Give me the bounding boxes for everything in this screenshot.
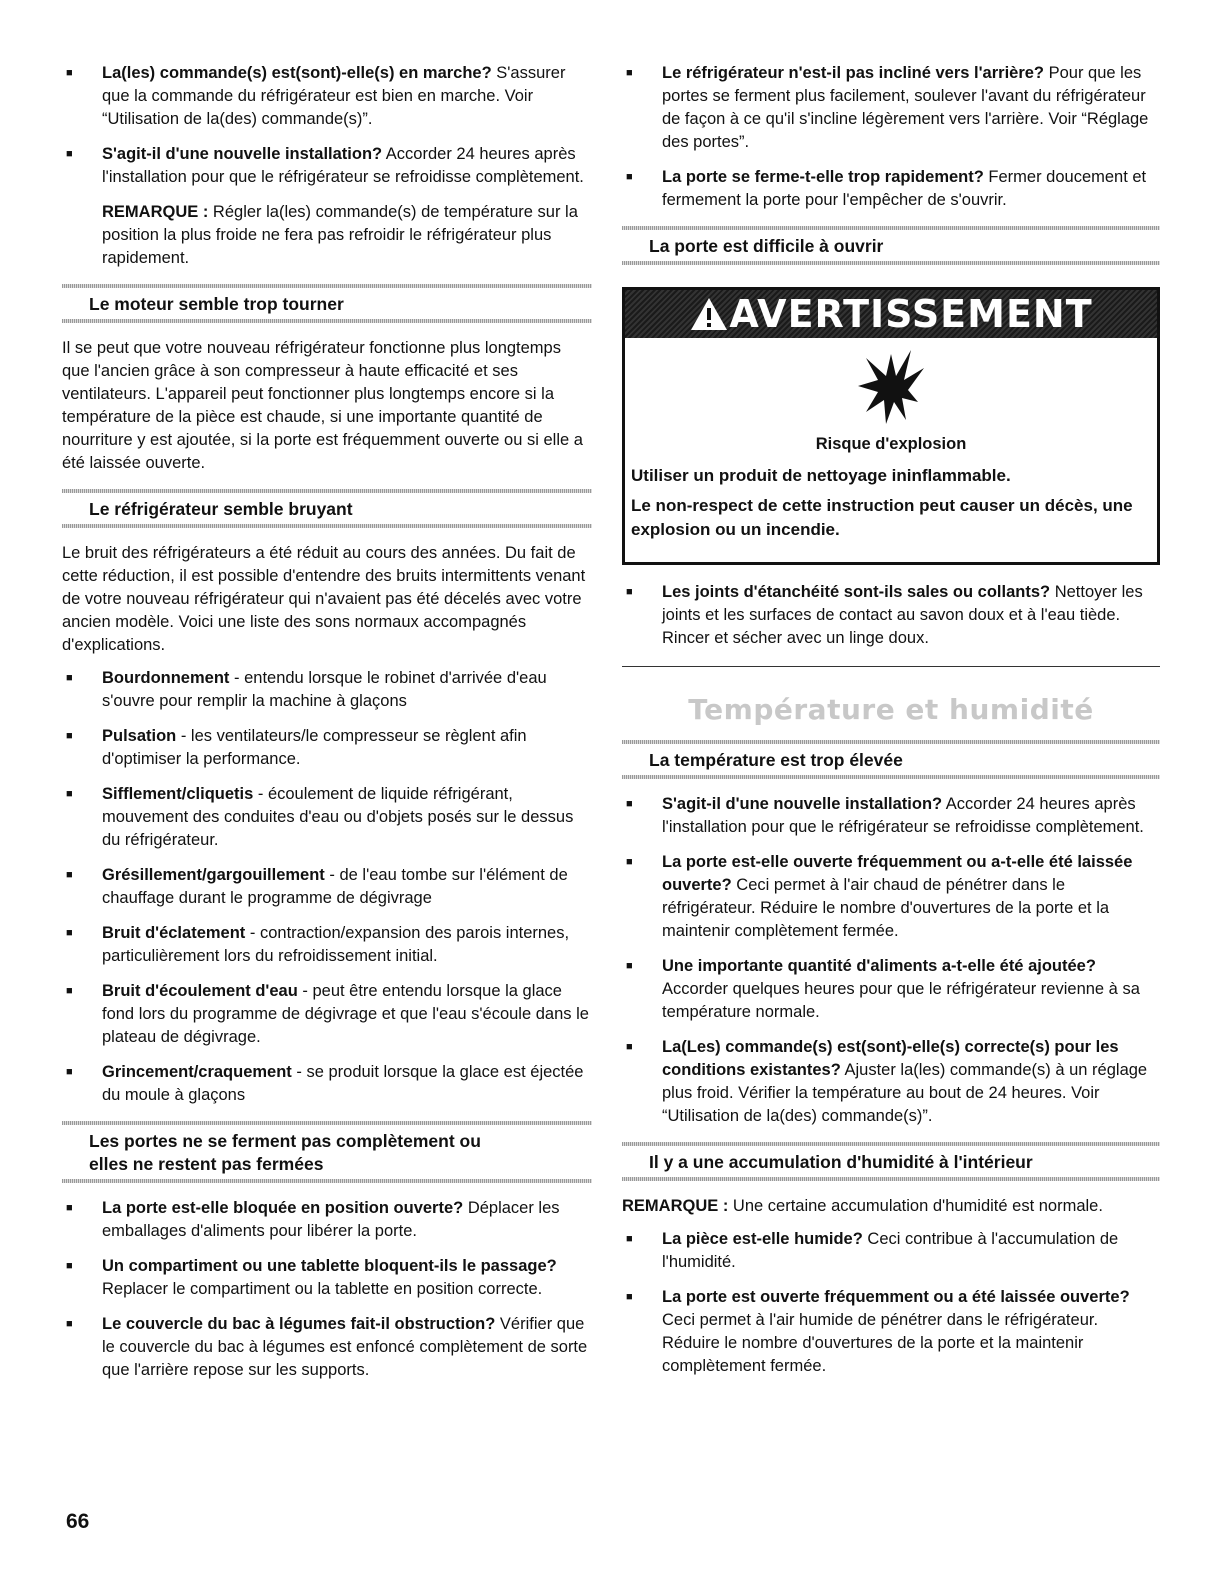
list-item: ■ Bruit d'éclatement - contraction/expansion des parois internes, particulièrement lors du refroidissement initial. xyxy=(62,922,592,968)
section-heading: Le moteur semble trop tourner xyxy=(62,284,592,323)
divider xyxy=(622,666,1160,667)
warning-line: Utiliser un produit de nettoyage ininflammable. xyxy=(631,466,1011,485)
list-item: ■ Bruit d'écoulement d'eau - peut être entendu lorsque la glace fond lors du programme de dégivrage et que l'eau s'écoule dans le plateau de dégivrage. xyxy=(62,980,592,1049)
paragraph: Il se peut que votre nouveau réfrigérateur fonctionne plus longtemps que l'ancien grâce à son compresseur à haute efficacité et ses ventilateurs. L'appareil peut fonctionner plus longtemps encore si la température de la pièce est chaude, si une importante quantité de nourriture y est ajoutée, si la porte est fréquemment ouverte ou si elle a été laissée ouverte. xyxy=(62,339,583,472)
list-item: ■ La porte est-elle bloquée en position ouverte? Déplacer les emballages d'aliments pour libérer la porte. xyxy=(62,1197,592,1243)
section-heading: Les portes ne se ferment pas complètement ou elles ne restent pas fermées xyxy=(62,1121,592,1183)
warning-risk: Risque d'explosion xyxy=(815,435,967,453)
list-item: ■ Les joints d'étanchéité sont-ils sales ou collants? Nettoyer les joints et les surfaces de contact au savon doux et à l'eau tiède. Rincer et sécher avec un linge doux. xyxy=(622,581,1160,650)
remark: REMARQUE : Régler la(les) commande(s) de température sur la position la plus froide ne fera pas refroidir le réfrigérateur plus rapidement. xyxy=(102,203,578,267)
list-item: ■ Sifflement/cliquetis - écoulement de liquide réfrigérant, mouvement des conduites d'eau ou d'objets posés sur le dessus du réfrigérateur. xyxy=(62,783,592,852)
warning-title: AVERTISSEMENT xyxy=(729,292,1093,336)
section-heading: La porte est difficile à ouvrir xyxy=(622,226,1160,265)
list-item: ■ La porte est ouverte fréquemment ou a été laissée ouverte? Ceci permet à l'air humide de pénétrer dans le réfrigérateur. Réduire le nombre d'ouvertures de la porte et la maintenir complètement fermée. xyxy=(622,1286,1160,1378)
list-item: ■ La porte se ferme-t-elle trop rapidement? Fermer doucement et fermement la porte pour l'empêcher de s'ouvrir. xyxy=(622,166,1160,212)
section-heading: Il y a une accumulation d'humidité à l'intérieur xyxy=(622,1142,1160,1181)
section-heading: La température est trop élevée xyxy=(622,740,1160,779)
list-item: ■ La porte est-elle ouverte fréquemment ou a-t-elle été laissée ouverte? Ceci permet à l'air chaud de pénétrer dans le réfrigérateur. Réduire le nombre d'ouvertures de la porte et la maintenir complètement fermée. xyxy=(622,851,1160,943)
list-item: ■ S'agit-il d'une nouvelle installation? Accorder 24 heures après l'installation pour que le réfrigérateur se refroidisse complètement. xyxy=(622,793,1160,839)
list-item: ■ Grincement/craquement - se produit lorsque la glace est éjectée du moule à glaçons xyxy=(62,1061,592,1107)
list-item: ■ S'agit-il d'une nouvelle installation? Accorder 24 heures après l'installation pour que le réfrigérateur se refroidisse complètement. xyxy=(62,143,592,189)
list-item: ■ Un compartiment ou une tablette bloquent-ils le passage? Replacer le compartiment ou la tablette en position correcte. xyxy=(62,1255,592,1301)
warning-triangle-icon xyxy=(689,296,729,332)
paragraph: Le bruit des réfrigérateurs a été réduit au cours des années. Du fait de cette réduction, il est possible d'entendre des bruits intermittents venant de votre nouveau réfrigérateur qui n'avaient pas été décelés avec votre ancien modèle. Voici une liste des sons normaux accompagnés d'explications. xyxy=(62,544,586,654)
right-column xyxy=(622,62,1160,1390)
warning-line: Le non-respect de cette instruction peut causer un décès, une explosion ou un incendie. xyxy=(631,496,1133,539)
page-number: 66 xyxy=(66,1510,90,1533)
section-heading: Le réfrigérateur semble bruyant xyxy=(62,489,592,528)
list-item: ■ Grésillement/gargouillement - de l'eau tombe sur l'élément de chauffage durant le programme de dégivrage xyxy=(62,864,592,910)
list-item: ■ Pulsation - les ventilateurs/le compresseur se règlent afin d'optimiser la performance. xyxy=(62,725,592,771)
remark: REMARQUE : Une certaine accumulation d'humidité est normale. xyxy=(622,1197,1103,1215)
list-item: ■ Bourdonnement - entendu lorsque le robinet d'arrivée d'eau s'ouvre pour remplir la machine à glaçons xyxy=(62,667,592,713)
list-item: ■ La(les) commande(s) est(sont)-elle(s) en marche? S'assurer que la commande du réfrigérateur est bien en marche. Voir “Utilisation de la(des) commande(s)”. xyxy=(62,62,592,131)
warning-banner xyxy=(625,290,1157,338)
list-item: ■ La pièce est-elle humide? Ceci contribue à l'accumulation de l'humidité. xyxy=(622,1228,1160,1274)
list-item: ■ Une importante quantité d'aliments a-t-elle été ajoutée? Accorder quelques heures pour que le réfrigérateur revienne à sa température normale. xyxy=(622,955,1160,1024)
list-item: ■ Le réfrigérateur n'est-il pas incliné vers l'arrière? Pour que les portes se ferment plus facilement, soulever l'avant du réfrigérateur de façon à ce qu'il s'incline légèrement vers l'arrière. Voir “Réglage des portes”. xyxy=(622,62,1160,154)
explosion-icon xyxy=(856,346,926,426)
list-item: ■ La(Les) commande(s) est(sont)-elle(s) correcte(s) pour les conditions existantes? Ajuster la(les) commande(s) à un réglage plus froid. Vérifier la température au bout de 24 heures. Voir “Utilisation de la(des) commande(s)”. xyxy=(622,1036,1160,1128)
section-title: Température et humidité xyxy=(688,693,1094,726)
warning-box xyxy=(622,287,1160,565)
left-column xyxy=(62,62,592,1394)
list-item: ■ Le couvercle du bac à légumes fait-il obstruction? Vérifier que le couvercle du bac à légumes est enfoncé complètement de sorte que l'arrière repose sur les supports. xyxy=(62,1313,592,1382)
